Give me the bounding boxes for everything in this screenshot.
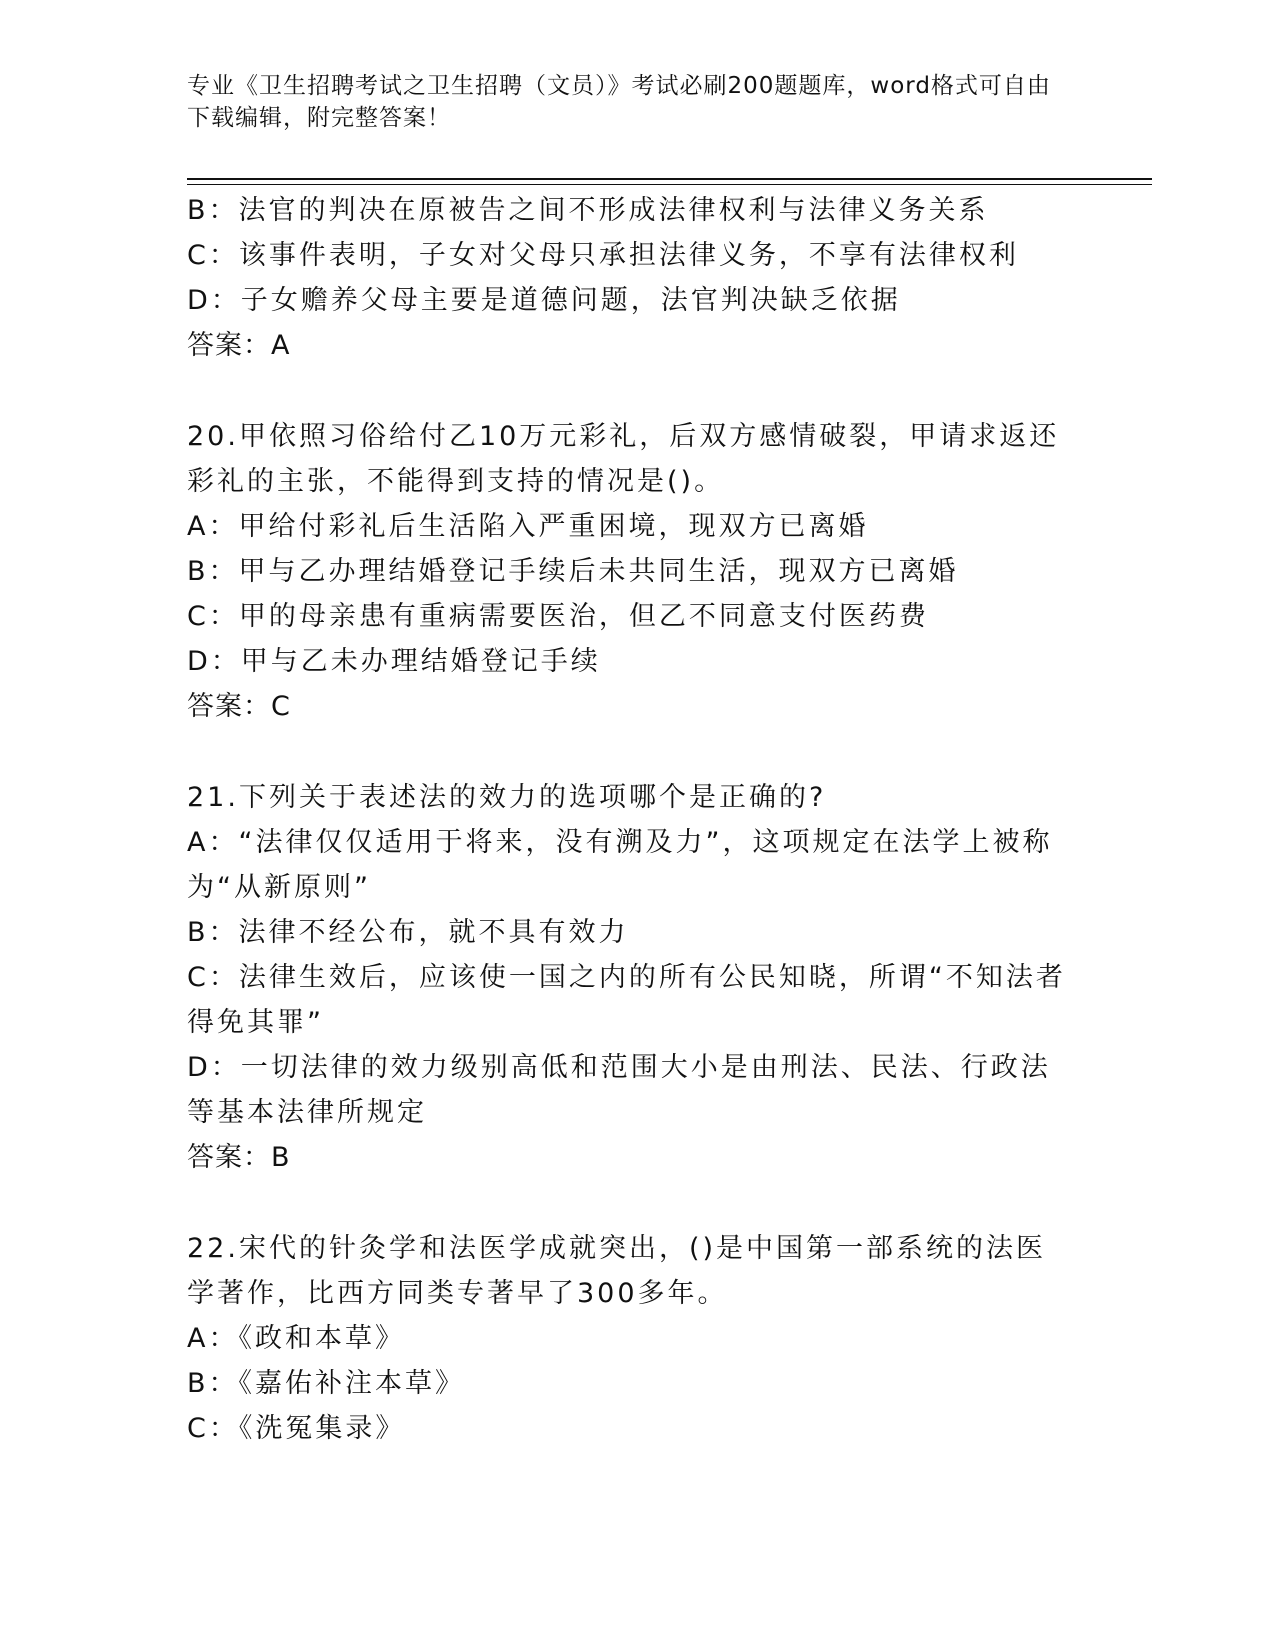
answer-line: 答案：C <box>187 691 291 722</box>
question-stem: 21.下列关于表述法的效力的选项哪个是正确的? <box>187 782 827 813</box>
question-block <box>187 188 1067 368</box>
header-divider-thick <box>187 178 1152 180</box>
question-block <box>187 1226 1067 1451</box>
block-gap <box>187 729 1067 775</box>
question-block <box>187 775 1067 1180</box>
document-header: 专业《卫生招聘考试之卫生招聘（文员）》考试必刷200题题库，word格式可自由下载编辑，附完整答案！ <box>187 73 1051 131</box>
option-c: C：甲的母亲患有重病需要医治，但乙不同意支付医药费 <box>187 601 929 632</box>
option-a: A：甲给付彩礼后生活陷入严重困境，现双方已离婚 <box>187 511 869 542</box>
option-d: D：一切法律的效力级别高低和范围大小是由刑法、民法、行政法等基本法律所规定 <box>187 1052 1051 1128</box>
option-a: A：“法律仅仅适用于将来，没有溯及力”，这项规定在法学上被称为“从新原则” <box>187 827 1053 903</box>
option-d: D：子女赡养父母主要是道德问题，法官判决缺乏依据 <box>187 285 901 316</box>
question-block <box>187 414 1067 729</box>
option-b: B：《嘉佑补注本草》 <box>187 1368 466 1399</box>
question-stem: 20.甲依照习俗给付乙10万元彩礼，后双方感情破裂，甲请求返还彩礼的主张，不能得到支持的情况是()。 <box>187 421 1060 497</box>
answer-line: 答案：A <box>187 330 291 361</box>
option-c: C：法律生效后，应该使一国之内的所有公民知晓，所谓“不知法者得免其罪” <box>187 962 1066 1038</box>
block-gap <box>187 1180 1067 1226</box>
option-b: B：法官的判决在原被告之间不形成法律权利与法律义务关系 <box>187 195 989 226</box>
question-content <box>187 188 1067 1451</box>
option-b: B：法律不经公布，就不具有效力 <box>187 917 629 948</box>
answer-line: 答案：B <box>187 1142 291 1173</box>
option-c: C：《洗冤集录》 <box>187 1413 406 1444</box>
option-b: B：甲与乙办理结婚登记手续后未共同生活，现双方已离婚 <box>187 556 959 587</box>
block-gap <box>187 368 1067 414</box>
option-c: C：该事件表明，子女对父母只承担法律义务，不享有法律权利 <box>187 240 1019 271</box>
option-d: D：甲与乙未办理结婚登记手续 <box>187 646 601 677</box>
option-a: A：《政和本草》 <box>187 1323 405 1354</box>
question-stem: 22.宋代的针灸学和法医学成就突出，()是中国第一部系统的法医学著作，比西方同类专著早了300多年。 <box>187 1233 1047 1309</box>
header-divider-thin <box>187 184 1152 185</box>
